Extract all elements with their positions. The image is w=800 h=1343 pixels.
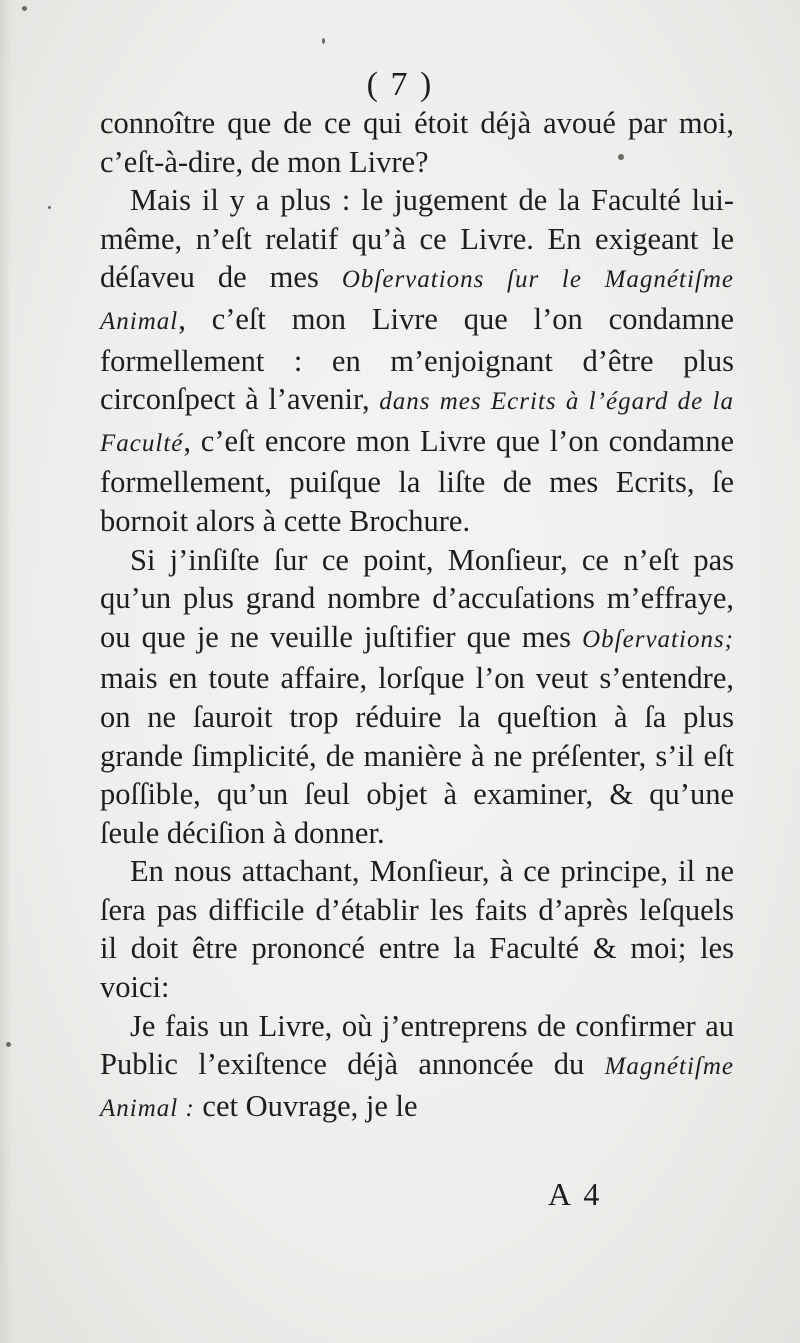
paper-speck: [618, 154, 624, 160]
paper-speck: [6, 1042, 11, 1047]
text-run: Mais il y a plus : le jugement de la Faculté lui-même, n’eſt relatif qu’à ce Livre. En exigeant le déſaveu de mes: [100, 183, 734, 295]
italic-title: Obſervations ſur le Magnétiſme Animal: [100, 266, 734, 335]
italic-title: Magnétiſme Animal :: [100, 1053, 734, 1122]
text-run: , c’eſt encore mon Livre que l’on condamne formellement, puiſque la liſte de mes Ecrits, ſe bornoit alors à cette Brochure.: [100, 423, 734, 538]
italic-title: Obſervations;: [582, 625, 734, 653]
text-run: Si j’inſiſte ſur ce point, Monſieur, ce n’eſt pas qu’un plus grand nombre d’accuſations m’effraye, ou que je ne veuille juſtifier que mes: [100, 542, 734, 654]
text-run: mais en toute affaire, lorſque l’on veut s’entendre, on ne ſauroit trop réduire la queſtion à ſa plus grande ſimplicité, de manière à ne préſenter, s’il eſt poſſible, qu’un ſeul objet à examiner, & qu’une ſeule déciſion à donner.: [100, 661, 734, 850]
body-text: [100, 104, 734, 1128]
paragraph: [100, 181, 734, 540]
text-run: connoître que de ce qui étoit déjà avoué par moi, c’eſt-à-dire, de mon Livre?: [100, 106, 734, 179]
paragraph: [100, 541, 734, 853]
paragraph: [100, 1007, 734, 1129]
paragraph: [100, 104, 734, 181]
paper-speck: [48, 206, 51, 209]
page-edge-shadow: [0, 0, 12, 1343]
text-run: , c’eſt mon Livre que l’on condamne formellement : en m’enjoignant d’être plus circonſpect à l’avenir,: [100, 301, 734, 417]
paragraph: [100, 852, 734, 1006]
italic-title: dans mes Ecrits à l’égard de la Faculté: [100, 388, 734, 457]
page-number: ( 7 ): [366, 66, 434, 103]
paper-speck: [22, 6, 27, 11]
signature-mark: A 4: [548, 1176, 603, 1212]
text-run: En nous attachant, Monſieur, à ce principe, il ne ſera pas difficile d’établir les faits d’après leſquels il doit être prononcé entre la Faculté & moi; les voici:: [100, 854, 734, 1005]
text-run: cet Ouvrage, je le: [194, 1088, 418, 1123]
text-run: Je fais un Livre, où j’entreprens de confirmer au Public l’exiſtence déjà annoncée du: [100, 1008, 734, 1082]
paper-speck: [322, 38, 325, 44]
